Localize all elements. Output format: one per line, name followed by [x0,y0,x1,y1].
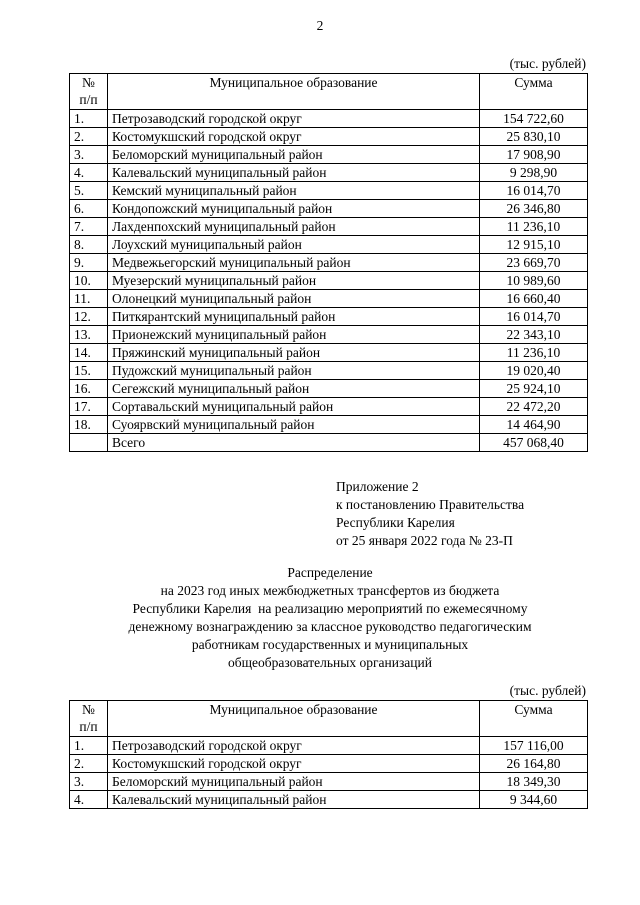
row-sum: 11 236,10 [480,344,588,362]
row-sum: 154 722,60 [480,110,588,128]
row-sum: 26 164,80 [480,755,588,773]
row-number: 5. [70,182,108,200]
appendix-line: к постановлению Правительства [336,497,525,512]
row-sum: 9 298,90 [480,164,588,182]
row-number: 4. [70,164,108,182]
table-row [70,290,588,308]
row-municipality: Муезерский муниципальный район [108,272,480,290]
row-sum: 16 014,70 [480,308,588,326]
row-municipality: Петрозаводский городской округ [108,737,480,755]
row-number: 6. [70,200,108,218]
table-row [70,200,588,218]
heading-line: Республики Карелия на реализацию мероприятий по ежемесячному [132,601,528,616]
table-row [70,326,588,344]
total-sum: 457 068,40 [480,434,588,452]
table-row [70,380,588,398]
row-number: 17. [70,398,108,416]
row-municipality: Сегежский муниципальный район [108,380,480,398]
appendix-line: Республики Карелия [336,515,455,530]
row-municipality: Суоярвский муниципальный район [108,416,480,434]
row-number: 11. [70,290,108,308]
row-sum: 16 014,70 [480,182,588,200]
row-municipality: Беломорский муниципальный район [108,773,480,791]
row-sum: 10 989,60 [480,272,588,290]
row-municipality: Пряжинский муниципальный район [108,344,480,362]
row-number: 12. [70,308,108,326]
row-municipality: Петрозаводский городской округ [108,110,480,128]
row-number: 7. [70,218,108,236]
header-municipality: Муниципальное образование [108,701,480,737]
row-municipality: Медвежьегорский муниципальный район [108,254,480,272]
table-row [70,218,588,236]
row-municipality: Пудожский муниципальный район [108,362,480,380]
table-row [70,755,588,773]
row-number: 16. [70,380,108,398]
row-municipality: Питкярантский муниципальный район [108,308,480,326]
row-municipality: Прионежский муниципальный район [108,326,480,344]
units-label-2: (тыс. рублей) [509,683,586,698]
row-number: 15. [70,362,108,380]
header-number: № п/п [70,74,108,110]
row-municipality: Беломорский муниципальный район [108,146,480,164]
row-number: 3. [70,146,108,164]
row-number: 14. [70,344,108,362]
row-sum: 14 464,90 [480,416,588,434]
row-sum: 11 236,10 [480,218,588,236]
row-municipality: Кемский муниципальный район [108,182,480,200]
row-municipality: Костомукшский городской округ [108,755,480,773]
row-number: 2. [70,128,108,146]
row-sum: 26 346,80 [480,200,588,218]
row-municipality: Кондопожский муниципальный район [108,200,480,218]
transfers-table-2 [69,700,588,809]
row-sum: 19 020,40 [480,362,588,380]
row-number: 9. [70,254,108,272]
row-sum: 157 116,00 [480,737,588,755]
row-number: 4. [70,791,108,809]
row-municipality: Костомукшский городской округ [108,128,480,146]
table-row [70,416,588,434]
row-sum: 23 669,70 [480,254,588,272]
row-number: 8. [70,236,108,254]
table-row [70,236,588,254]
heading-line: Распределение [287,565,373,580]
row-number: 13. [70,326,108,344]
transfers-table-1 [69,73,588,452]
table-row [70,254,588,272]
distribution-heading [60,564,600,672]
heading-line: денежному вознаграждению за классное руководство педагогическим [128,619,532,634]
total-row [70,434,588,452]
row-municipality: Калевальский муниципальный район [108,164,480,182]
table-row [70,362,588,380]
row-number: 10. [70,272,108,290]
header-municipality: Муниципальное образование [108,74,480,110]
appendix-line: Приложение 2 [336,479,419,494]
row-sum: 25 924,10 [480,380,588,398]
table-row [70,146,588,164]
header-sum: Сумма [480,701,588,737]
table-row [70,110,588,128]
row-sum: 12 915,10 [480,236,588,254]
units-label: (тыс. рублей) [509,56,586,71]
appendix-line: от 25 января 2022 года № 23-П [336,533,513,548]
header-sum: Сумма [480,74,588,110]
row-number: 18. [70,416,108,434]
row-number: 2. [70,755,108,773]
header-number: № п/п [70,701,108,737]
table-row [70,344,588,362]
row-sum: 18 349,30 [480,773,588,791]
table-row [70,308,588,326]
heading-line: общеобразовательных организаций [228,655,432,670]
row-sum: 22 472,20 [480,398,588,416]
table-row [70,737,588,755]
row-sum: 16 660,40 [480,290,588,308]
row-sum: 9 344,60 [480,791,588,809]
table-row [70,182,588,200]
heading-line: на 2023 год иных межбюджетных трансфертов из бюджета [160,583,500,598]
row-sum: 25 830,10 [480,128,588,146]
row-municipality: Сортавальский муниципальный район [108,398,480,416]
heading-line: работникам государственных и муниципальных [191,637,469,652]
page-number: 2 [316,18,324,33]
appendix-note [336,478,524,550]
row-sum: 22 343,10 [480,326,588,344]
table-row [70,773,588,791]
row-municipality: Олонецкий муниципальный район [108,290,480,308]
row-municipality: Лоухский муниципальный район [108,236,480,254]
table-row [70,791,588,809]
row-number: 1. [70,110,108,128]
row-municipality: Калевальский муниципальный район [108,791,480,809]
row-sum: 17 908,90 [480,146,588,164]
row-municipality: Лахденпохский муниципальный район [108,218,480,236]
table-row [70,128,588,146]
total-label: Всего [108,434,480,452]
total-empty-cell [70,434,108,452]
row-number: 3. [70,773,108,791]
table-row [70,272,588,290]
table-row [70,398,588,416]
table-row [70,164,588,182]
row-number: 1. [70,737,108,755]
